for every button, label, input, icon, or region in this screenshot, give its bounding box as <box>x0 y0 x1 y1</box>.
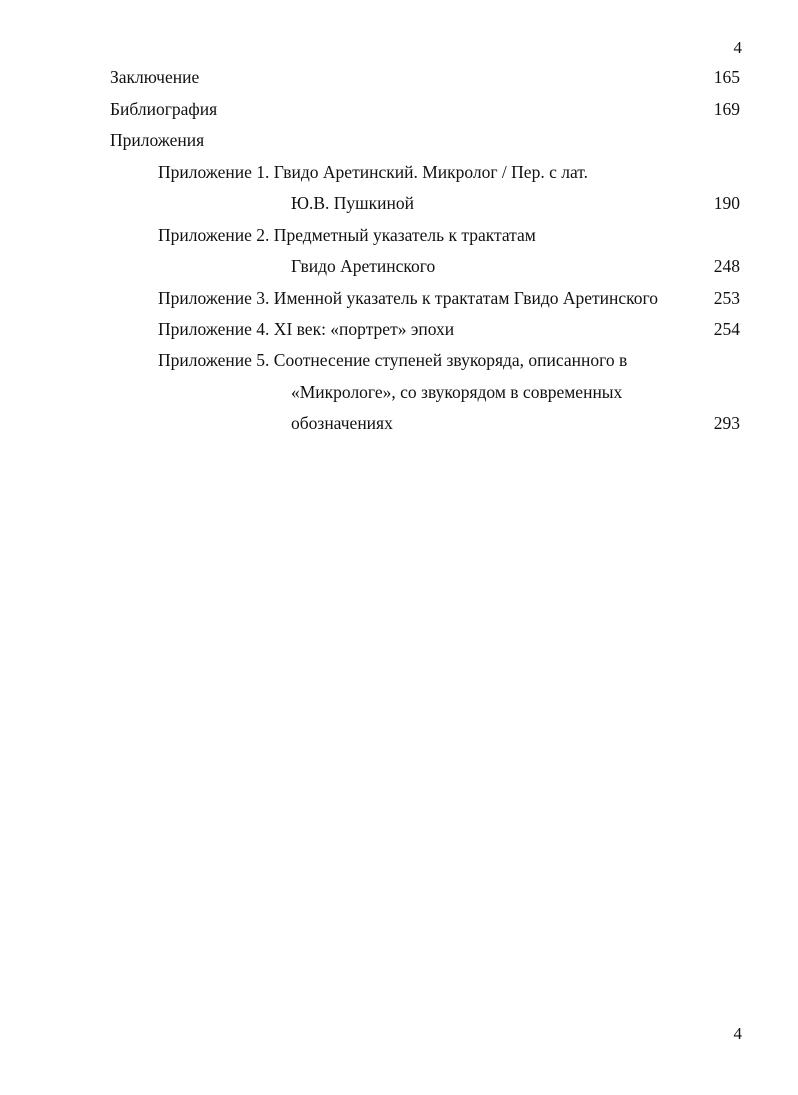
toc-entry-appendix-4 <box>0 316 798 342</box>
toc-entry-title: Заключение <box>110 67 200 87</box>
toc-entry-title-continued: Ю.В. Пушкиной <box>291 193 414 213</box>
toc-entry-appendix-2-cont <box>0 253 798 279</box>
toc-entry-title: Приложение 2. Предметный указатель к трактатам <box>158 225 536 245</box>
toc-entry-title: Приложение 5. Соотнесение ступеней звукоряда, описанного в <box>158 350 628 370</box>
toc-entry-page: 293 <box>713 413 740 433</box>
toc-entry-appendix-1 <box>0 159 798 185</box>
toc-entry-appendix-5-cont <box>0 379 798 405</box>
toc-entry-title: Приложения <box>110 130 205 150</box>
toc-entry-page: 253 <box>713 288 740 308</box>
toc-entry-page: 169 <box>713 99 740 119</box>
toc-entry-appendix-2 <box>0 222 798 248</box>
header-page-number: 4 <box>733 38 742 57</box>
toc-entry-title: Библиография <box>110 99 218 119</box>
toc-entry-appendix-5-cont-2 <box>0 410 798 436</box>
toc-entry-page: 190 <box>713 193 740 213</box>
toc-entry-appendix-5 <box>0 347 798 373</box>
toc-entry-appendix-3 <box>0 285 798 311</box>
toc-entry-conclusion <box>0 64 798 90</box>
toc-entry-page: 165 <box>713 67 740 87</box>
toc-entry-bibliography <box>0 96 798 122</box>
footer-page-number: 4 <box>733 1024 742 1043</box>
toc-entry-title: Приложение 1. Гвидо Аретинский. Микролог / Пер. с лат. <box>158 162 588 182</box>
toc-entry-title-continued: обозначениях <box>291 413 393 433</box>
toc-entry-title: Приложение 4. XI век: «портрет» эпохи <box>158 319 455 339</box>
toc-entry-appendix-1-cont <box>0 190 798 216</box>
toc-entry-appendices <box>0 127 798 153</box>
toc-entry-title-continued: Гвидо Аретинского <box>291 256 436 276</box>
toc-entry-title: Приложение 3. Именной указатель к трактатам Гвидо Аретинского <box>158 288 659 308</box>
toc-entry-page: 248 <box>713 256 740 276</box>
toc-entry-title-continued: «Микрологе», со звукорядом в современных <box>291 382 623 402</box>
toc-entry-page: 254 <box>713 319 740 339</box>
